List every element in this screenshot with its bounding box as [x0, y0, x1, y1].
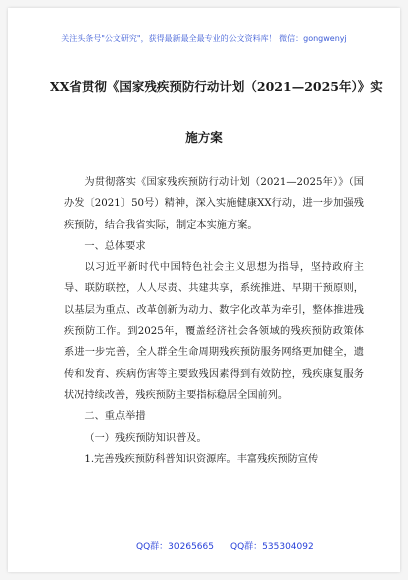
footer-qq-group-2: QQ群：535304092 — [230, 542, 314, 552]
document-page — [8, 8, 400, 572]
body-paragraph: 以习近平新时代中国特色社会主义思想为指导，坚持政府主导、联防联控，人人尽责、共建共享，系统推进、早期干预原则，以基层为重点、改革创新为动力、数字化改革为牵引，整体推进残疾预防工作。到2025年，覆盖经济社会各领域的残疾预防政策体系进一步完善，全人群全生命周期残疾预防服务网络更加健全，遗传和发育、疾病伤害等主要致残因素得到有效防控，残疾康复服务状况持续改善，残疾预防主要指标稳居全国前列。 — [64, 262, 364, 401]
section-heading-2: 二、重点举措 — [84, 411, 146, 423]
subsection-heading: （一）残疾预防知识普及。 — [84, 432, 207, 444]
header-note: 关注头条号"公文研究"，获得最新最全最专业的公文资料库！ 微信：gongwenyj — [61, 34, 347, 43]
item-paragraph: 1.完善残疾预防科普知识资源库。丰富残疾预防宣传 — [84, 453, 319, 465]
document-body — [64, 172, 364, 470]
title-line-2: 施方案 — [185, 130, 223, 145]
title-line-1: XX省贯彻《国家残疾预防行动计划（2021—2025年）》实 — [50, 79, 383, 94]
footer-qq-group-1: QQ群：30265665 — [136, 542, 214, 552]
section-heading-1: 一、总体要求 — [84, 240, 146, 252]
intro-paragraph: 为贯彻落实《国家残疾预防行动计划（2021—2025年）》（国办发〔2021〕50号）精神，深入实施健康XX行动，进一步加强残疾预防，结合我省实际，制定本实施方案。 — [64, 177, 364, 231]
